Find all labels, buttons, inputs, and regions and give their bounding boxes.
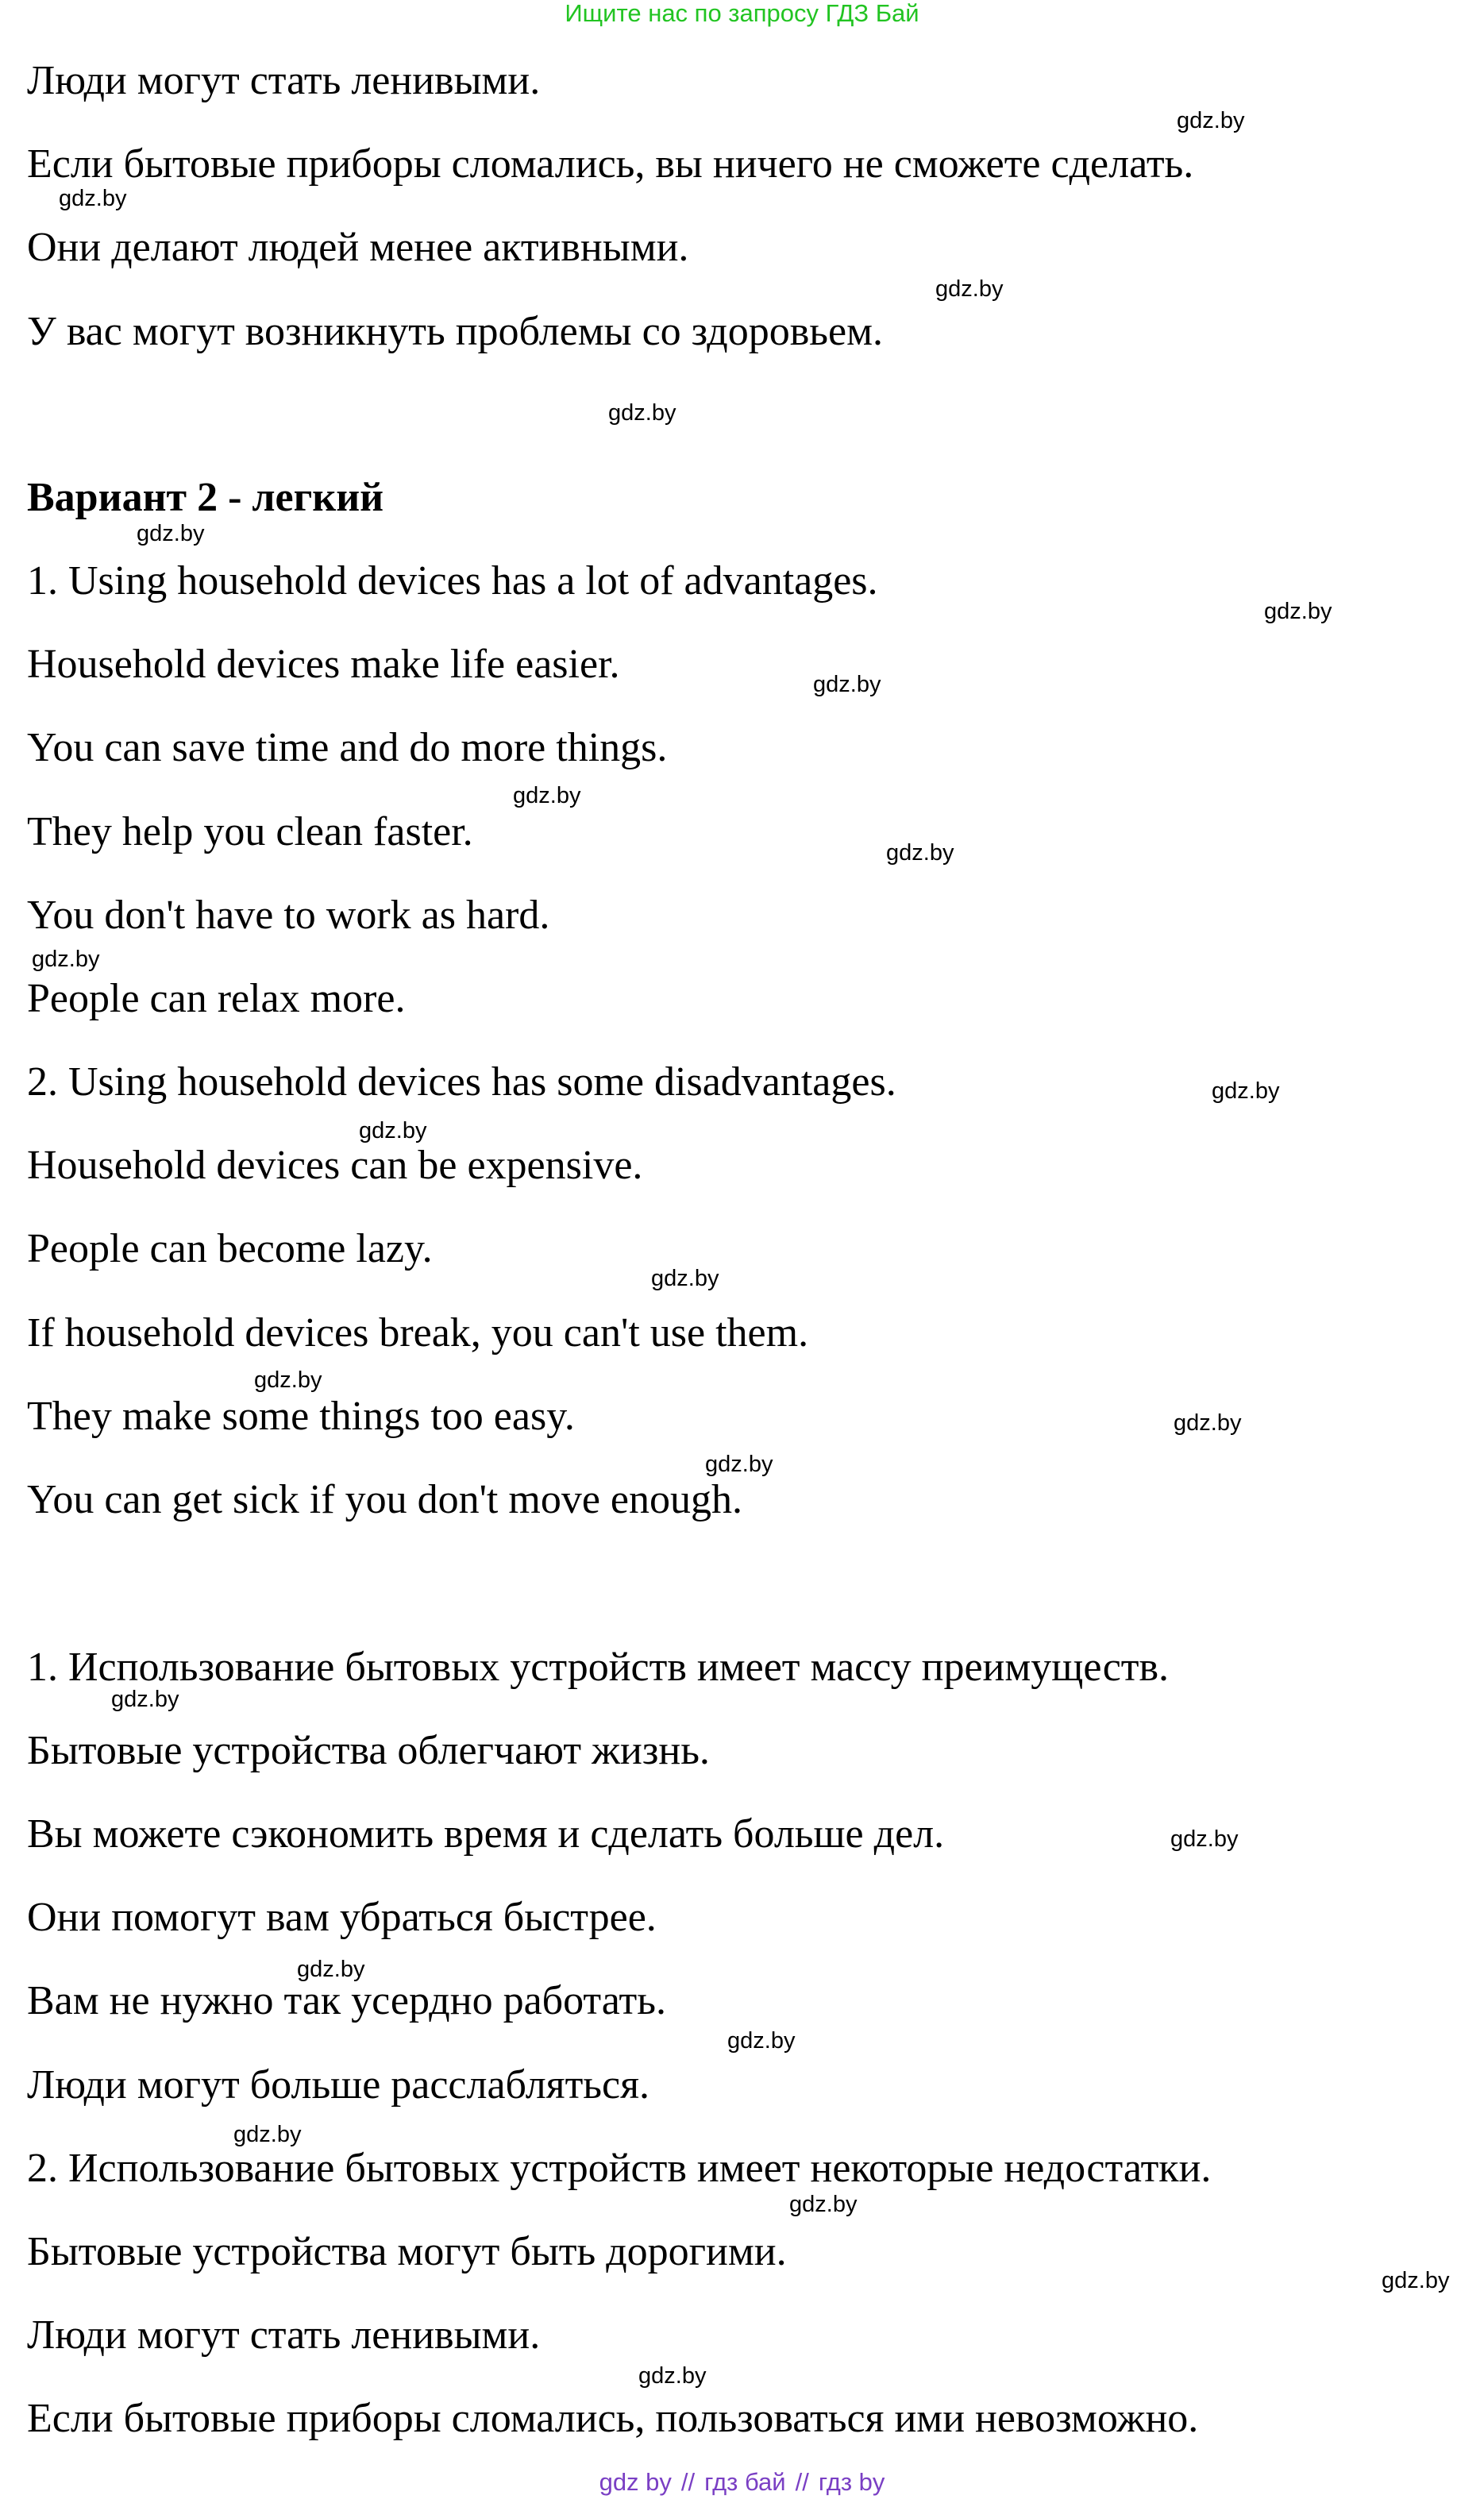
- watermark: gdz.by: [651, 1266, 719, 1291]
- variant-heading: Вариант 2 - легкий: [27, 475, 384, 520]
- watermark: gdz.by: [32, 947, 100, 972]
- text-line: Люди могут стать ленивыми.: [27, 2312, 541, 2358]
- watermark: gdz.by: [789, 2192, 858, 2217]
- text-line: Household devices make life easier.: [27, 642, 620, 687]
- watermark: gdz.by: [1382, 2268, 1450, 2293]
- text-line: Они помогут вам убраться быстрее.: [27, 1895, 657, 1940]
- watermark: gdz.by: [359, 1118, 427, 1144]
- text-line: People can become lazy.: [27, 1226, 433, 1271]
- watermark: gdz.by: [513, 783, 581, 808]
- text-line: 2. Using household devices has some disadvantages.: [27, 1059, 896, 1105]
- text-line: Вам не нужно так усердно работать.: [27, 1978, 666, 2023]
- watermark: gdz.by: [1212, 1078, 1280, 1104]
- text-line: Если бытовые приборы сломались, пользоваться ими невозможно.: [27, 2396, 1199, 2441]
- watermark: gdz.by: [254, 1367, 322, 1393]
- text-line: You can get sick if you don't move enough.: [27, 1477, 742, 1522]
- text-line: You don't have to work as hard.: [27, 893, 550, 938]
- watermark: gdz.by: [137, 521, 205, 546]
- watermark: gdz.by: [705, 1452, 773, 1477]
- footer-link-gdz-by[interactable]: gdz by: [599, 2468, 672, 2496]
- watermark: gdz.by: [1174, 1410, 1242, 1436]
- watermark: gdz.by: [935, 276, 1004, 302]
- text-line: 2. Использование бытовых устройств имеет некоторые недостатки.: [27, 2146, 1212, 2191]
- text-line: You can save time and do more things.: [27, 725, 668, 770]
- watermark: gdz.by: [638, 2363, 707, 2389]
- watermark: gdz.by: [233, 2122, 302, 2147]
- text-line: Они делают людей менее активными.: [27, 225, 689, 270]
- footer-link-gdz-bai[interactable]: гдз бай: [704, 2468, 786, 2496]
- watermark: gdz.by: [59, 186, 127, 211]
- text-line: Household devices can be expensive.: [27, 1143, 643, 1188]
- watermark: gdz.by: [608, 400, 676, 426]
- footer-links: [0, 2468, 1484, 2497]
- footer-separator: //: [795, 2468, 809, 2496]
- text-line: Бытовые устройства могут быть дорогими.: [27, 2229, 787, 2274]
- watermark: gdz.by: [1170, 1826, 1239, 1852]
- watermark: gdz.by: [111, 1687, 179, 1712]
- watermark: gdz.by: [813, 672, 881, 697]
- watermark: gdz.by: [1264, 599, 1332, 624]
- text-line: They make some things too easy.: [27, 1394, 575, 1439]
- text-line: 1. Использование бытовых устройств имеет массу преимуществ.: [27, 1645, 1170, 1690]
- text-line: 1. Using household devices has a lot of advantages.: [27, 558, 878, 604]
- text-line: Люди могут больше расслабляться.: [27, 2062, 650, 2108]
- text-line: If household devices break, you can't use them.: [27, 1310, 809, 1356]
- watermark: gdz.by: [727, 2028, 796, 2054]
- text-line: They help you clean faster.: [27, 809, 473, 854]
- text-line: Люди могут стать ленивыми.: [27, 58, 541, 103]
- watermark: gdz.by: [1177, 108, 1245, 133]
- text-line: People can relax more.: [27, 976, 406, 1021]
- footer-link-gdz-by-cyr[interactable]: гдз by: [818, 2468, 885, 2496]
- footer-separator: //: [680, 2468, 696, 2496]
- text-line: Бытовые устройства облегчают жизнь.: [27, 1728, 710, 1773]
- search-hint-link[interactable]: Ищите нас по запросу ГДЗ Бай: [565, 0, 919, 27]
- text-line: Вы можете сэкономить время и сделать больше дел.: [27, 1811, 945, 1857]
- watermark: gdz.by: [297, 1957, 365, 1982]
- watermark: gdz.by: [886, 840, 954, 866]
- text-line: У вас могут возникнуть проблемы со здоровьем.: [27, 309, 883, 354]
- text-line: Если бытовые приборы сломались, вы ничего не сможете сделать.: [27, 141, 1194, 187]
